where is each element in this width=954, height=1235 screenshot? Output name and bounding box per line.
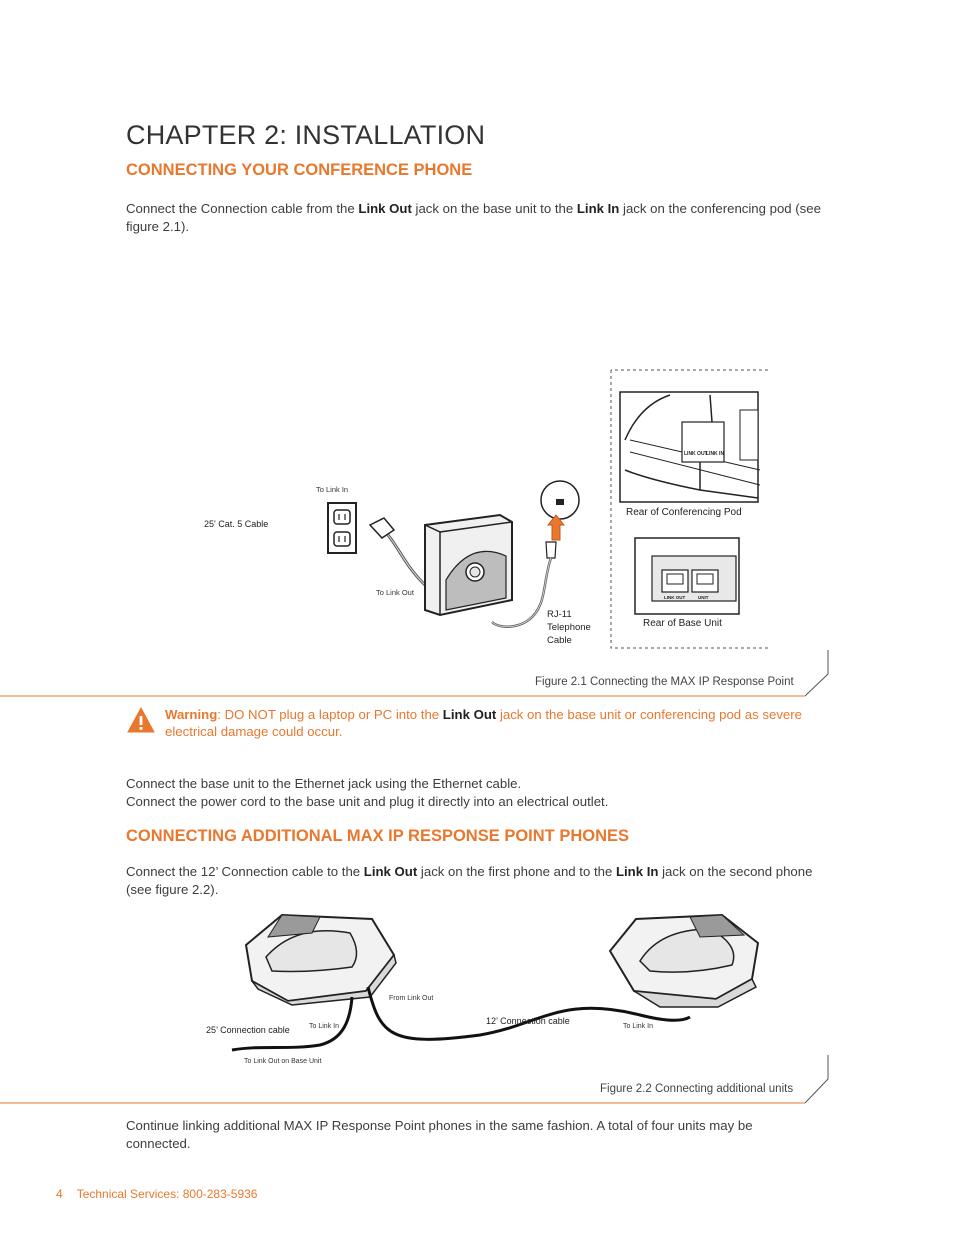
power-instruction: Connect the power cord to the base unit and plug it directly into an electrical outlet. [126, 794, 609, 809]
link-out-term: Link Out [363, 864, 418, 879]
warning-text [165, 706, 805, 740]
label-to-link-in-2: To Link In [623, 1023, 653, 1030]
chapter-title: CHAPTER 2: INSTALLATION [126, 120, 486, 150]
rear-pod-inset [620, 392, 760, 502]
paragraph-connection-instructions [126, 200, 826, 236]
base-unit-illustration [425, 515, 512, 615]
link-in-term: Link In [615, 864, 659, 879]
port-label-link-out: LINK OUT [684, 451, 708, 457]
figure-connecting-diagram [0, 360, 954, 700]
warning-label: Warning [165, 707, 218, 722]
figure-2-2-caption: Figure 2.2 Connecting additional units [600, 1083, 794, 1095]
ethernet-instruction: Connect the base unit to the Ethernet jack using the Ethernet cable. [126, 776, 522, 791]
text-fragment: Connect the 12’ Connection cable to the [126, 864, 364, 879]
text-fragment: : DO NOT plug a laptop or PC into the [217, 707, 443, 722]
text-fragment: jack on the conferencing pod (see figure 2.1). [126, 201, 821, 234]
page-footer [56, 1187, 257, 1201]
phone-1-illustration [246, 915, 396, 1005]
label-to-link-in-1: To Link In [309, 1023, 339, 1030]
label-from-link-out: From Link Out [389, 995, 434, 1002]
text-fragment: jack on the base unit to the [411, 201, 577, 216]
figure-additional-units-diagram [0, 905, 954, 1110]
phone-2-illustration [610, 915, 758, 1007]
caption-bracket [805, 1055, 828, 1103]
port-label-base-link-out: LINK OUT [664, 595, 686, 600]
label-rear-base-unit: Rear of Base Unit [643, 618, 722, 629]
paragraph-ethernet-power [126, 775, 826, 811]
label-rj11-line2: Telephone [547, 622, 591, 633]
technical-services-contact: Technical Services: 800-283-5936 [76, 1187, 258, 1201]
text-fragment: jack on the base unit or conferencing pod as severe electrical damage could occur. [165, 707, 802, 739]
link-out-term: Link Out [358, 201, 412, 216]
label-to-link-out: To Link Out [376, 588, 414, 597]
rj11-plug-icon [546, 542, 556, 558]
label-rj11-line1: RJ-11 [547, 609, 572, 620]
link-out-term: Link Out [442, 707, 497, 722]
label-to-link-in: To Link In [316, 485, 349, 494]
label-cat5-cable: 25' Cat. 5 Cable [204, 519, 269, 529]
section-heading-connecting-phone: CONNECTING YOUR CONFERENCE PHONE [126, 161, 473, 179]
caption-bracket [805, 650, 828, 696]
port-label-link-in: LINK IN [706, 451, 725, 457]
figure-2-1-caption: Figure 2.1 Connecting the MAX IP Response Point [535, 676, 794, 688]
paragraph-additional-instructions [126, 863, 816, 899]
label-12ft-cable: 12’ Connection cable [486, 1016, 570, 1026]
text-fragment: jack on the second phone (see figure 2.2). [126, 864, 813, 897]
wall-outlet-illustration [328, 503, 356, 553]
port-label-base-unit: UNIT [698, 595, 709, 600]
paragraph-continue-linking: Continue linking additional MAX IP Response Point phones in the same fashion. A total of four units may be connected. [126, 1118, 753, 1151]
text-fragment: jack on the first phone and to the [417, 864, 616, 879]
warning-icon [126, 706, 156, 734]
link-in-term: Link In [576, 201, 620, 216]
text-fragment: Connect the Connection cable from the [126, 201, 359, 216]
label-rj11-line3: Cable [547, 635, 572, 646]
label-to-link-out-base: To Link Out on Base Unit [244, 1058, 322, 1065]
rear-base-inset [635, 538, 739, 614]
power-plug-icon [370, 518, 394, 538]
page-number: 4 [56, 1187, 63, 1201]
label-rear-conferencing-pod: Rear of Conferencing Pod [626, 507, 742, 518]
label-25ft-cable: 25’ Connection cable [206, 1025, 290, 1035]
section-heading-additional-phones: CONNECTING ADDITIONAL MAX IP RESPONSE POINT PHONES [126, 827, 630, 845]
